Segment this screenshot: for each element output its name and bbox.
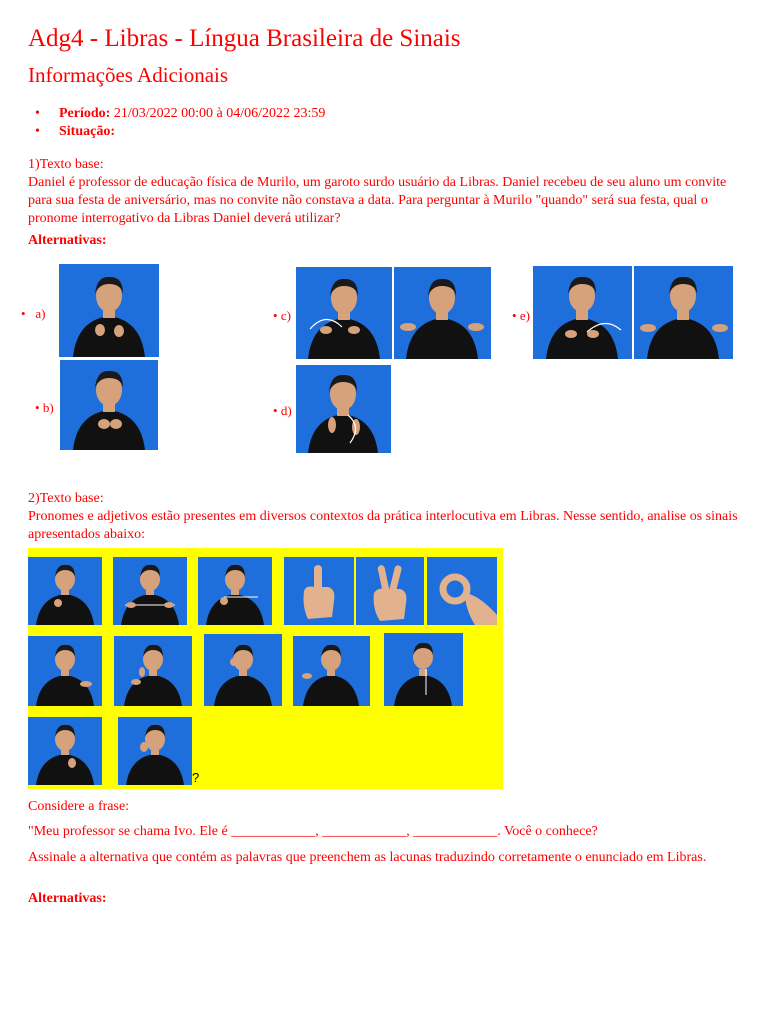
period-item xyxy=(28,105,325,123)
sign-image xyxy=(113,557,187,625)
option-d-label: d) xyxy=(280,403,292,418)
sign-image xyxy=(28,717,102,785)
status-label: Situação: xyxy=(59,124,115,139)
bullet-icon: • xyxy=(273,308,278,323)
option-e[interactable] xyxy=(512,308,530,324)
option-a-label: a) xyxy=(35,306,46,321)
option-d[interactable] xyxy=(273,403,292,419)
question-1 xyxy=(28,156,740,228)
option-c-label: c) xyxy=(280,308,291,323)
option-e-label: e) xyxy=(519,308,530,323)
sign-photo-e1[interactable] xyxy=(533,266,632,359)
sign-image xyxy=(427,557,497,625)
option-b-label: b) xyxy=(42,400,54,415)
bullet-icon: • xyxy=(512,308,517,323)
question-2 xyxy=(28,490,740,544)
status-item xyxy=(28,123,325,141)
question-mark: ? xyxy=(192,770,200,785)
consider-label: Considere a frase: xyxy=(28,799,130,814)
question-1-heading: 1)Texto base: xyxy=(28,157,104,172)
page-subtitle: Informações Adicionais xyxy=(28,63,229,87)
sign-photo-c2[interactable] xyxy=(394,267,491,359)
sign-photo-c1[interactable] xyxy=(296,267,392,359)
sign-photo-e2[interactable] xyxy=(634,266,733,359)
sign-image xyxy=(114,636,192,706)
option-c[interactable] xyxy=(273,308,291,324)
sentence-text: "Meu professor se chama Ivo. Ele é ____________, ____________, ____________. Você o conhece? xyxy=(28,824,598,839)
sign-image xyxy=(293,636,370,706)
option-a[interactable] xyxy=(21,306,45,322)
sign-image xyxy=(198,557,272,625)
sign-image xyxy=(356,557,424,625)
sign-image xyxy=(28,557,102,625)
sign-photo-d[interactable] xyxy=(296,365,391,453)
option-b[interactable] xyxy=(35,400,54,416)
meta-list xyxy=(28,105,325,141)
question-2-alternatives-label: Alternativas: xyxy=(28,891,107,906)
bullet-icon: • xyxy=(273,403,278,418)
sign-image xyxy=(384,633,463,706)
period-label: Período: xyxy=(59,106,111,121)
sign-image xyxy=(28,636,102,706)
question-2-text: Pronomes e adjetivos estão presentes em diversos contextos da prática interlocutiva em Libras. Nesse sentido, analise os sinais apresentados abaixo: xyxy=(28,509,738,542)
sign-image xyxy=(204,634,282,706)
question-1-alternatives-label: Alternativas: xyxy=(28,233,107,248)
question-2-heading: 2)Texto base: xyxy=(28,491,104,506)
sign-image xyxy=(118,717,192,785)
bullet-icon: • xyxy=(21,306,26,321)
page-title: Adg4 - Libras - Língua Brasileira de Sinais xyxy=(28,25,461,52)
sign-photo-a[interactable] xyxy=(59,264,159,357)
bullet-icon: • xyxy=(35,400,40,415)
sign-photo-b[interactable] xyxy=(60,360,158,450)
sign-image xyxy=(284,557,354,625)
period-value: 21/03/2022 00:00 à 04/06/2022 23:59 xyxy=(113,106,326,121)
instruction-text: Assinale a alternativa que contém as palavras que preenchem as lacunas traduzindo corretamente o enunciado em Libras. xyxy=(28,850,707,865)
question-1-text: Daniel é professor de educação física de Murilo, um garoto surdo usuário da Libras. Daniel recebeu de seu aluno um convite para sua festa de aniversário, mas no convite não constava a data. Para perguntar à Murilo "quando" será sua festa, qual o pronome interrogativo da Libras Daniel deverá utilizar? xyxy=(28,175,727,226)
